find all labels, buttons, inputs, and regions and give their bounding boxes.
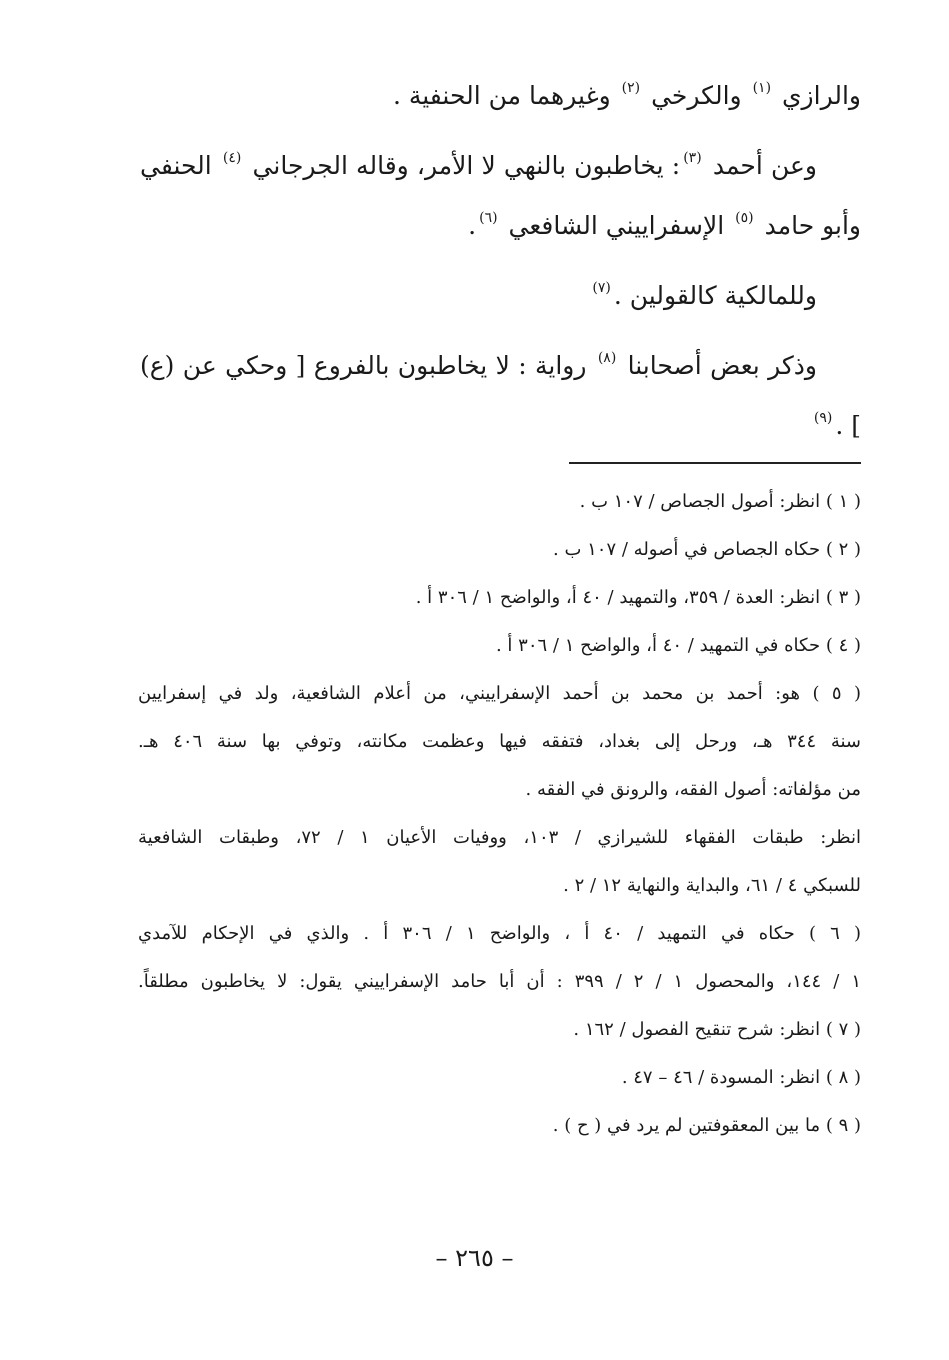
footnote-8: ( ٨ ) انظر: المسودة / ٤٦ – ٤٧ . [621,1067,861,1088]
text-run: والكرخي [643,81,750,110]
text-run: والرازي [774,81,861,110]
text-run: وللمالكية كالقولين . [613,281,817,310]
footnote-5-line-2: سنة ٣٤٤ هـ، ورحل إلى بغداد، فتفقه فيها وعظمت مكانته، وتوفي بها سنة ٤٠٦ هـ. [138,731,861,752]
footnote-ref-6: (٦) [479,210,498,226]
footnote-1: ( ١ ) انظر: أصول الجصاص / ١٠٧ ب . [579,491,861,512]
text-run: رواية : لا يخاطبون بالفروع [ وحكي عن (ع) ] . [140,351,861,440]
paragraph-1 [140,66,861,126]
footnote-separator [569,462,861,464]
footnote-6-line-2: ١ / ١٤٤، والمحصول ١ / ٢ / ٣٩٩ : أن أبا حامد الإسفراييني يقول: لا يخاطبون مطلقاً. [138,971,861,992]
paragraph-3 [140,266,861,326]
paragraph-4 [140,336,861,456]
footnote-4: ( ٤ ) حكاه في التمهيد / ٤٠ أ، والواضح ١ / ٣٠٦ أ . [495,635,861,656]
text-run: : يخاطبون بالنهي لا الأمر، وقاله الجرجاني [244,151,681,180]
text-run: . [468,211,477,240]
text-run: وذكر بعض أصحابنا [619,351,817,380]
footnote-5-line-4: انظر: طبقات الفقهاء للشيرازي / ١٠٣، ووفيات الأعيان ١ / ٧٢، وطبقات الشافعية [138,827,862,848]
footnote-ref-5: (٥) [735,210,754,226]
paragraph-2 [140,136,861,256]
footnote-ref-7: (٧) [592,280,611,296]
footnote-ref-8: (٨) [597,350,617,366]
text-run: وعن أحمد [704,151,817,180]
main-text [140,66,861,466]
text-run: الإسفراييني الشافعي [500,211,733,240]
footnote-2: ( ٢ ) حكاه الجصاص في أصوله / ١٠٧ ب . [553,539,861,560]
footnote-5-line-1: ( ٥ ) هو: أحمد بن محمد بن أحمد الإسفراييني، من أعلام الشافعية، ولد في إسفرايين [138,683,861,704]
footnote-ref-2: (٢) [621,80,641,96]
footnote-ref-4: (٤) [222,150,242,166]
footnote-3: ( ٣ ) انظر: العدة / ٣٥٩، والتمهيد / ٤٠ أ، والواضح ١ / ٣٠٦ أ . [415,587,861,608]
footnote-9: ( ٩ ) ما بين المعقوفتين لم يرد في ( ح ) . [552,1115,861,1136]
footnotes [138,478,861,1150]
footnote-5-line-5: للسبكي ٤ / ٦١، والبداية والنهاية ١٢ / ٢ . [563,875,861,896]
footnote-5-line-3: من مؤلفاته: أصول الفقه، والرونق في الفقه . [525,779,861,800]
text-run: وغيرهما من الحنفية . [392,81,619,110]
footnote-7: ( ٧ ) انظر: شرح تنقيح الفصول / ١٦٢ . [573,1019,861,1040]
page-number: – ٢٦٥ – [435,1244,514,1272]
text-run: الحنفي وأبو حامد [140,151,861,240]
footnote-ref-9: (٩) [813,410,833,426]
footnote-ref-1: (١) [752,80,772,96]
footnote-6-line-1: ( ٦ ) حكاه في التمهيد / ٤٠ أ ، والواضح ١ / ٣٠٦ أ . والذي في الإحكام للآمدي [138,923,862,944]
footnote-ref-3: (٣) [683,150,702,166]
